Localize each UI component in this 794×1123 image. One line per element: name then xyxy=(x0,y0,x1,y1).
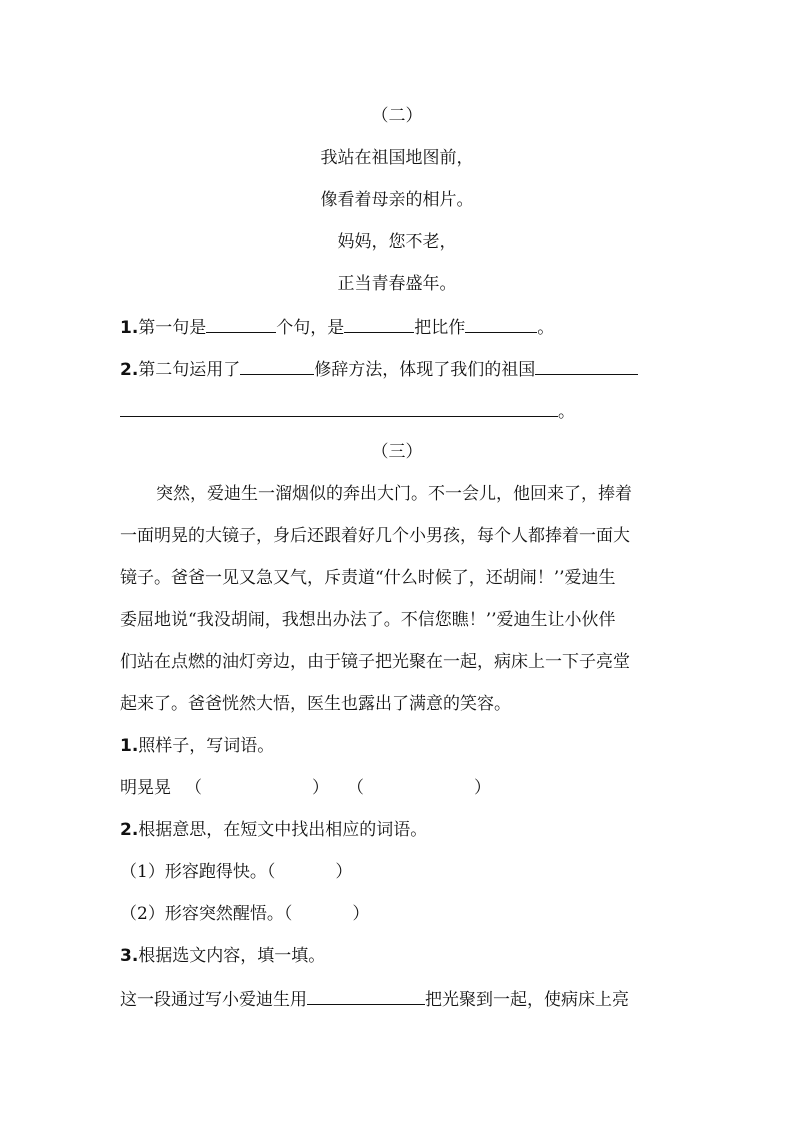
answer-blank[interactable] xyxy=(206,314,276,333)
passage-line-2: 一面明晃的大镜子，身后还跟着好几个小男孩，每个人都捧着一面大 xyxy=(120,526,630,546)
bracket-close: ） xyxy=(312,778,329,798)
question-3-3-fill xyxy=(120,986,676,1012)
question-text: 修辞方法，体现了我们的祖国 xyxy=(314,360,536,380)
question-text: 把光聚到一起，使病床上亮 xyxy=(425,990,629,1010)
question-text: 个句，是 xyxy=(276,318,345,338)
question-3-1 xyxy=(120,734,676,758)
question-3-2-sub1 xyxy=(120,860,676,884)
question-2-2 xyxy=(120,356,676,382)
answer-blank[interactable] xyxy=(120,398,558,417)
question-text: 根据选文内容，填一填。 xyxy=(138,946,326,966)
question-2-2-continued xyxy=(120,398,676,424)
question-text: 根据意思，在短文中找出相应的词语。 xyxy=(138,820,428,840)
question-2-1 xyxy=(120,314,676,340)
question-number: 1. xyxy=(120,318,139,338)
question-3-1-example xyxy=(120,776,676,800)
question-text: 第一句是 xyxy=(138,318,207,338)
passage-line-4: 委屈地说“我没胡闹，我想出办法了。不信您瞧！’’爱迪生让小伙伴 xyxy=(120,610,616,630)
section-heading-3: （三） xyxy=(371,442,423,462)
bracket-close: ） xyxy=(352,904,370,924)
section-heading-2: （二） xyxy=(371,106,423,126)
bracket-close: ） xyxy=(474,778,491,798)
example-word: 明晃晃 xyxy=(120,778,171,798)
question-3-3 xyxy=(120,944,676,968)
answer-blank[interactable] xyxy=(344,314,414,333)
sub-question-text: （2）形容突然醒悟。（ xyxy=(120,904,293,924)
question-3-2 xyxy=(120,818,676,842)
bracket-open: （ xyxy=(185,778,202,798)
question-text: 第二句运用了 xyxy=(138,360,241,380)
question-3-2-sub2 xyxy=(120,902,676,926)
question-text: 。 xyxy=(537,318,555,338)
sub-question-text: （1）形容跑得快。（ xyxy=(120,862,276,882)
question-number: 3. xyxy=(120,946,139,966)
poem-line-4: 正当青春盛年。 xyxy=(337,274,457,294)
answer-blank[interactable] xyxy=(535,356,638,375)
passage-line-3: 镜子。爸爸一见又急又气，斥责道“什么时候了，还胡闹！’’爱迪生 xyxy=(120,568,616,588)
question-number: 2. xyxy=(120,360,139,380)
poem-line-2: 像看着母亲的相片。 xyxy=(320,190,474,210)
question-text: 把比作 xyxy=(414,318,466,338)
question-text: 照样子，写词语。 xyxy=(138,736,275,756)
passage-line-6: 起来了。爸爸恍然大悟，医生也露出了满意的笑容。 xyxy=(120,694,511,714)
question-number: 1. xyxy=(120,736,139,756)
answer-blank[interactable] xyxy=(240,356,314,375)
question-text: 。 xyxy=(558,402,575,422)
question-number: 2. xyxy=(120,820,139,840)
answer-blank[interactable] xyxy=(307,986,425,1005)
answer-blank[interactable] xyxy=(465,314,537,333)
poem-line-1: 我站在祖国地图前， xyxy=(320,148,474,168)
bracket-close: ） xyxy=(335,862,353,882)
poem-line-3: 妈妈，您不老， xyxy=(337,232,457,252)
bracket-open: （ xyxy=(347,778,364,798)
question-text: 这一段通过写小爱迪生用 xyxy=(120,990,307,1010)
passage-line-5: 们站在点燃的油灯旁边，由于镜子把光聚在一起，病床上一下子亮堂 xyxy=(120,652,630,672)
passage-line-1: 突然，爱迪生一溜烟似的奔出大门。不一会儿，他回来了，捧着 xyxy=(156,484,632,504)
